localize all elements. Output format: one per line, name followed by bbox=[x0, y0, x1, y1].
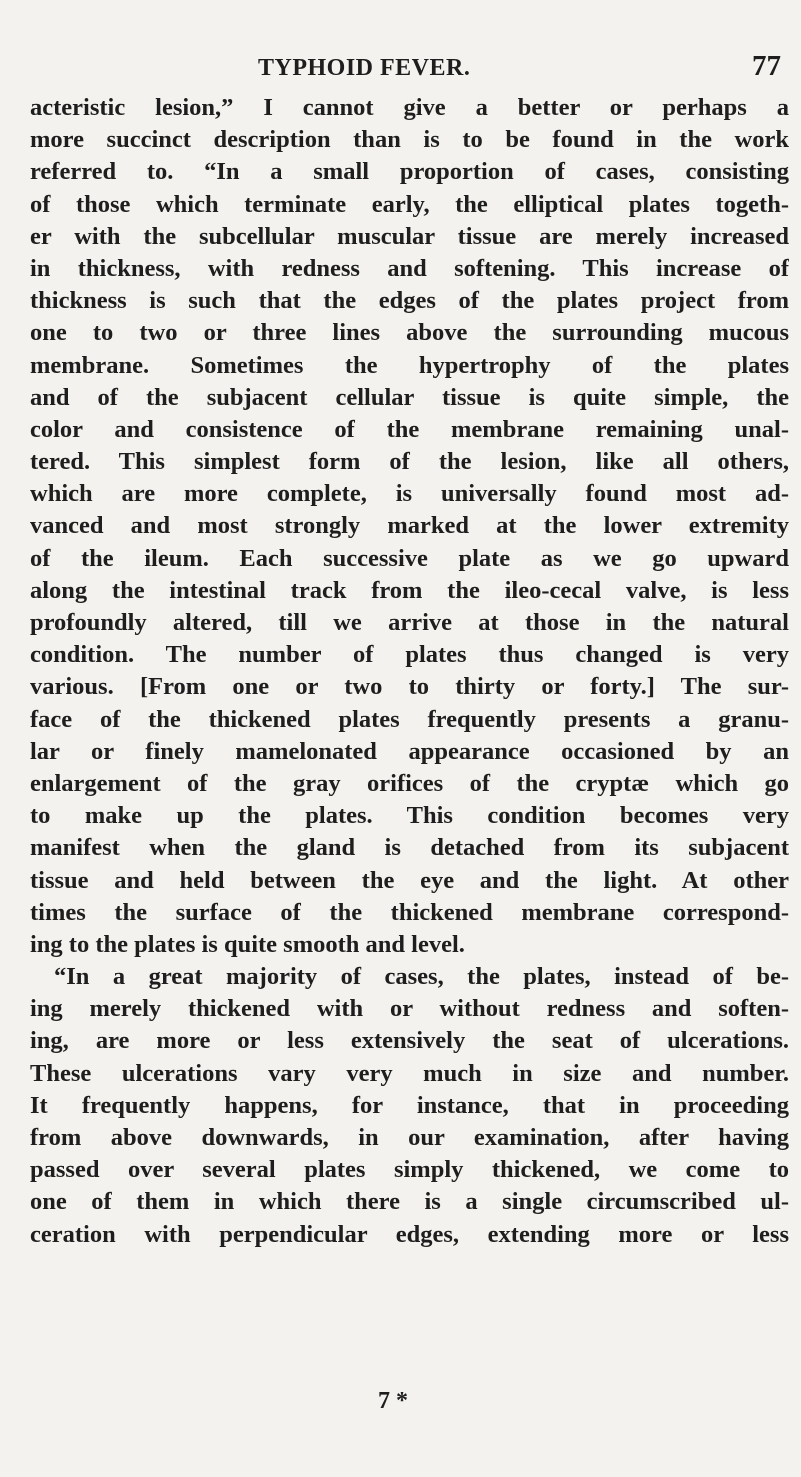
text-line: tissue and held between the eye and the light. At other bbox=[30, 866, 789, 894]
text-line: times the surface of the thickened membrane correspond- bbox=[30, 898, 789, 926]
text-line: condition. The number of plates thus changed is very bbox=[30, 641, 789, 669]
text-line: to make up the plates. This condition becomes very bbox=[30, 802, 789, 830]
text-line: These ulcerations vary very much in size and number. bbox=[30, 1059, 789, 1087]
text-line: referred to. “In a small proportion of cases, consisting bbox=[30, 158, 789, 186]
signature-mark: 7 * bbox=[378, 1388, 408, 1414]
text-line: er with the subcellular muscular tissue are merely increased bbox=[30, 222, 789, 250]
text-line: passed over several plates simply thickened, we come to bbox=[30, 1156, 789, 1184]
paragraph-start-line: “In a great majority of cases, the plates, instead of be- bbox=[54, 963, 789, 991]
running-head: TYPHOID FEVER. bbox=[258, 55, 471, 81]
text-line: of the ileum. Each successive plate as we go upward bbox=[30, 544, 789, 572]
text-line: membrane. Sometimes the hypertrophy of the plates bbox=[30, 351, 789, 379]
text-line: enlargement of the gray orifices of the cryptæ which go bbox=[30, 769, 789, 797]
text-line: profoundly altered, till we arrive at those in the natural bbox=[30, 609, 789, 636]
body-text bbox=[30, 92, 789, 1251]
text-line: lar or finely mamelonated appearance occasioned by an bbox=[30, 737, 789, 765]
text-line: one of them in which there is a single circumscribed ul- bbox=[30, 1188, 789, 1216]
text-line: color and consistence of the membrane remaining unal- bbox=[30, 415, 789, 443]
text-line: vanced and most strongly marked at the lower extremity bbox=[30, 512, 789, 540]
text-line: in thickness, with redness and softening. This increase of bbox=[30, 254, 789, 282]
page-number: 77 bbox=[752, 50, 781, 82]
text-line: tered. This simplest form of the lesion, like all others, bbox=[30, 448, 789, 476]
text-line: thickness is such that the edges of the plates project from bbox=[30, 287, 789, 315]
paragraph-end-line: ing to the plates is quite smooth and level. bbox=[30, 930, 465, 958]
text-line: ing, are more or less extensively the seat of ulcerations. bbox=[30, 1027, 789, 1055]
text-line: ceration with perpendicular edges, extending more or less bbox=[30, 1220, 789, 1248]
text-line: acteristic lesion,” I cannot give a better or perhaps a bbox=[30, 94, 789, 121]
text-line: manifest when the gland is detached from its subjacent bbox=[30, 834, 789, 862]
text-line: It frequently happens, for instance, that in proceeding bbox=[30, 1091, 789, 1119]
text-line: more succinct description than is to be found in the work bbox=[30, 126, 789, 154]
text-line: face of the thickened plates frequently presents a granu- bbox=[30, 705, 789, 733]
text-line: ing merely thickened with or without redness and soften- bbox=[30, 995, 789, 1023]
text-line: which are more complete, is universally found most ad- bbox=[30, 480, 789, 508]
text-line: from above downwards, in our examination, after having bbox=[30, 1124, 789, 1151]
text-line: one to two or three lines above the surrounding mucous bbox=[30, 319, 789, 347]
text-line: and of the subjacent cellular tissue is quite simple, the bbox=[30, 383, 789, 411]
text-line: of those which terminate early, the elliptical plates togeth- bbox=[30, 190, 789, 218]
text-line: various. [From one or two to thirty or forty.] The sur- bbox=[30, 673, 789, 701]
text-line: along the intestinal track from the ileo-cecal valve, is less bbox=[30, 576, 789, 604]
